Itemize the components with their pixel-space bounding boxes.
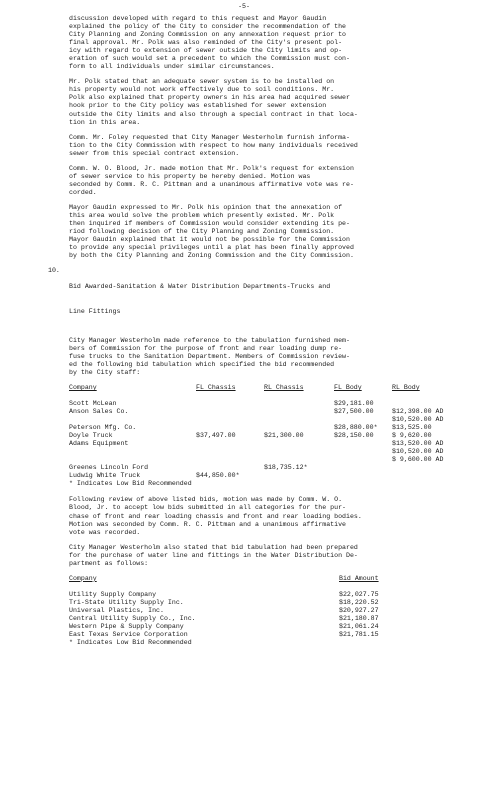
water-line-bid-table bbox=[69, 575, 474, 647]
paragraph-line: City Planning and Zoning Commission on any annexation request prior to bbox=[69, 31, 346, 39]
column-header: FL Body bbox=[334, 383, 362, 391]
paragraph-line: tion to the City Commission with respect to how many individuals received bbox=[69, 141, 358, 149]
table-cell: $29,181.00 bbox=[334, 399, 374, 407]
paragraph-line: Polk also explained that property owners in his area had acquired sewer bbox=[69, 94, 350, 102]
table-row bbox=[69, 480, 474, 488]
table-row bbox=[69, 639, 474, 647]
paragraph-line: fuse trucks to the Sanitation Department. Members of Commission review- bbox=[69, 352, 350, 360]
table-cell: $37,497.00 bbox=[196, 432, 236, 440]
paragraph-line: ed the following bid tabulation which specified the bid recommended bbox=[69, 360, 335, 368]
item-number: 10. bbox=[48, 267, 60, 275]
table-row bbox=[69, 631, 474, 639]
paragraph-line: eration of such would set a precedent to which the Commission must con- bbox=[69, 55, 350, 63]
table-row bbox=[69, 400, 474, 408]
paragraph-line: seconded by Comm. R. C. Pittman and a unanimous affirmative vote was re- bbox=[69, 180, 354, 188]
item-title bbox=[69, 267, 474, 331]
column-header: Company bbox=[69, 383, 97, 391]
table-cell: Doyle Truck bbox=[69, 432, 113, 440]
table-cell: $13,520.00 AD bbox=[392, 440, 444, 448]
table-cell: Tri-State Utility Supply Inc. bbox=[69, 598, 184, 606]
paragraph-line: chase of front and rear loading chassis and front and rear loading bodies. bbox=[69, 512, 362, 520]
table-row bbox=[69, 432, 474, 440]
paragraph-line: discussion developed with regard to this request and Mayor Gaudin bbox=[69, 15, 327, 22]
table-cell: Anson Sales Co. bbox=[69, 407, 129, 415]
table-cell: $22,027.75 bbox=[339, 590, 379, 598]
table-cell: $10,520.00 AD bbox=[392, 448, 444, 456]
item-10 bbox=[48, 267, 474, 331]
table-cell: Adams Equipment bbox=[69, 440, 129, 448]
table-row bbox=[69, 408, 474, 416]
table-row bbox=[69, 416, 474, 424]
paragraph-line: vote was recorded. bbox=[69, 528, 141, 536]
table-cell: $18,220.52 bbox=[339, 598, 379, 606]
paragraph-line: Mayor Gaudin expressed to Mr. Polk his opinion that the annexation of bbox=[69, 203, 343, 211]
table-cell: $28,150.00 bbox=[334, 432, 374, 440]
table-row bbox=[69, 623, 474, 631]
paragraph-line: this area would solve the problem which presently existed. Mr. Polk bbox=[69, 211, 335, 219]
paragraph-line: Comm. Mr. Foley requested that City Manager Westerholm furnish informa- bbox=[69, 133, 350, 141]
table-cell: $21,061.24 bbox=[339, 623, 379, 631]
paragraph-line: final approval. Mr. Polk was also reminded of the City's present pol- bbox=[69, 39, 343, 47]
table-cell: $ 9,620.00 bbox=[392, 432, 432, 440]
table-row bbox=[69, 591, 474, 599]
table-cell: $20,927.27 bbox=[339, 606, 379, 614]
paragraph-line: to provide any special privileges until a plat has been finally approved bbox=[69, 244, 354, 252]
paragraph-line: Blood, Jr. to accept low bids submitted in all categories for the pur- bbox=[69, 504, 346, 512]
paragraph-line: Comm. W. O. Blood, Jr. made motion that Mr. Polk's request for extension bbox=[69, 164, 354, 172]
table-row bbox=[69, 448, 474, 456]
column-header: RL Chassis bbox=[264, 383, 304, 391]
table-cell: * Indicates Low Bid Recommended bbox=[69, 639, 192, 647]
minutes-paragraph bbox=[69, 134, 474, 158]
table-row bbox=[69, 607, 474, 615]
table-cell: Scott McLean bbox=[69, 399, 117, 407]
table-header-row bbox=[69, 384, 474, 392]
table-row bbox=[69, 464, 474, 472]
item-10-water-line-paragraph bbox=[69, 544, 474, 568]
table-header-row bbox=[69, 575, 474, 583]
table-cell: $28,880.00* bbox=[334, 424, 378, 432]
paragraph-line: partment as follows: bbox=[69, 559, 149, 567]
paragraph-line: explained the policy of the City to consider the recommendation of the bbox=[69, 23, 346, 31]
paragraph-line: form to all individuals under similar circumstances. bbox=[69, 63, 275, 71]
truck-bid-table bbox=[69, 384, 474, 489]
table-row bbox=[69, 424, 474, 432]
paragraph-line: sewer from this special contract extension. bbox=[69, 149, 240, 157]
paragraph-line: riod following decision of the City Planning and Zoning Commission. bbox=[69, 228, 335, 236]
paragraph-line: by both the City Planning and Zoning Commission and the City Commission. bbox=[69, 252, 354, 260]
column-header: Company bbox=[69, 574, 97, 582]
table-cell: * Indicates Low Bid Recommended bbox=[69, 480, 192, 488]
table-cell: $27,500.00 bbox=[334, 407, 374, 415]
table-cell: $ 9,600.00 AD bbox=[392, 456, 444, 464]
paragraph-line: by the City staff: bbox=[69, 368, 141, 376]
paragraph-line: Mr. Polk stated that an adequate sewer system is to be installed on bbox=[69, 78, 335, 86]
table-row bbox=[69, 456, 474, 464]
column-header: RL Body bbox=[392, 383, 420, 391]
paragraph-line: City Manager Westerholm made reference to the tabulation furnished mem- bbox=[69, 336, 350, 344]
table-row bbox=[69, 615, 474, 623]
minutes-paragraphs bbox=[69, 15, 474, 260]
table-row bbox=[69, 440, 474, 448]
paragraph-line: hook prior to the City policy was established for sewer extension bbox=[69, 102, 327, 110]
table-cell: $21,781.15 bbox=[339, 631, 379, 639]
page-number: -5- bbox=[238, 3, 250, 10]
table-cell: East Texas Service Corporation bbox=[69, 631, 188, 639]
document-body bbox=[48, 15, 474, 647]
table-cell: Peterson Mfg. Co. bbox=[69, 424, 137, 432]
item-title-line: Line Fittings bbox=[69, 307, 121, 315]
minutes-paragraph bbox=[69, 165, 474, 197]
table-cell: $18,735.12* bbox=[264, 464, 308, 472]
table-cell: $44,850.00* bbox=[196, 472, 240, 480]
table-cell: Central Utility Supply Co., Inc. bbox=[69, 615, 196, 622]
table-cell: $12,398.00 AD bbox=[392, 407, 444, 415]
paragraph-line: his property would not work effectively due to soil conditions. Mr. bbox=[69, 86, 335, 94]
table-cell: $21,300.00 bbox=[264, 432, 304, 440]
item-10-motion-paragraph bbox=[69, 496, 474, 536]
paragraph-line: of sewer service to his property be hereby denied. Motion was bbox=[69, 172, 311, 180]
table-row bbox=[69, 472, 474, 480]
paragraph-line: icy with regard to extension of sewer outside the City limits and op- bbox=[69, 47, 343, 55]
item-title-line: Bid Awarded-Sanitation & Water Distribution Departments-Trucks and bbox=[69, 283, 331, 291]
paragraph-line: bers of Commission for the purpose of front and rear loading dump re- bbox=[69, 344, 343, 352]
paragraph-line: corded. bbox=[69, 188, 97, 196]
table-cell: Universal Plastics, Inc. bbox=[69, 606, 164, 614]
minutes-paragraph bbox=[69, 15, 474, 71]
table-cell: Ludwig White Truck bbox=[69, 472, 141, 480]
paragraph-line: City Manager Westerholm also stated that bid tabulation had been prepared bbox=[69, 543, 358, 551]
paragraph-line: then inquired if members of Commission would consider extending its pe- bbox=[69, 220, 350, 228]
paragraph-line: Motion was seconded by Comm. R. C. Pittman and a unanimous affirmative bbox=[69, 520, 346, 528]
paragraph-line: for the purchase of water line and fittings in the Water Distribution De- bbox=[69, 551, 358, 559]
table-row bbox=[69, 599, 474, 607]
table-cell: Greenes Lincoln Ford bbox=[69, 464, 149, 472]
paragraph-line: tion in this area. bbox=[69, 118, 141, 126]
minutes-paragraph bbox=[69, 204, 474, 260]
column-header: Bid Amount bbox=[339, 574, 379, 582]
table-cell: $21,180.87 bbox=[339, 615, 379, 622]
table-cell: Western Pipe & Supply Company bbox=[69, 623, 184, 631]
paragraph-line: Following review of above listed bids, motion was made by Comm. W. O. bbox=[69, 496, 343, 504]
paragraph-line: outside the City limits and also through a special contract in that loca- bbox=[69, 110, 358, 118]
item-10-paragraph bbox=[69, 337, 474, 377]
paragraph-line: Mayor Gaudin explained that it would not be possible for the Commission bbox=[69, 236, 350, 244]
minutes-paragraph bbox=[69, 78, 474, 126]
table-cell: $13,525.00 bbox=[392, 424, 432, 432]
table-cell: Utility Supply Company bbox=[69, 590, 157, 598]
table-cell: $10,520.00 AD bbox=[392, 416, 444, 424]
column-header: FL Chassis bbox=[196, 383, 236, 391]
